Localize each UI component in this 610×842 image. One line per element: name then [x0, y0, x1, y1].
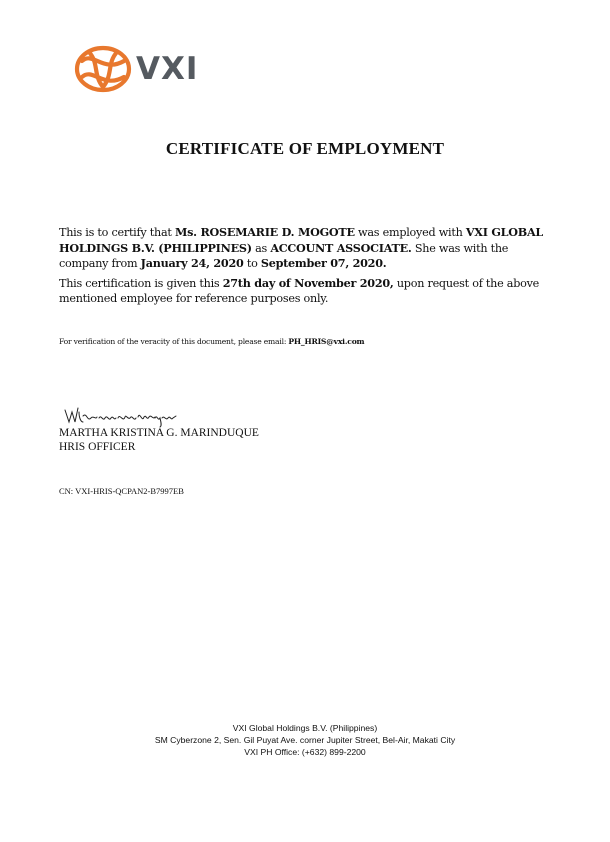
para-text: was employed with [354, 226, 466, 239]
para-text: to [243, 257, 261, 270]
logo-text: VXI [136, 51, 199, 87]
certification-paragraph [59, 225, 559, 272]
para-text: She was with the company from [59, 241, 509, 270]
company-logo [73, 43, 213, 95]
signature-image [63, 406, 178, 428]
employee-name: Ms. ROSEMARIE D. MOGOTE [174, 225, 355, 239]
para-text: This certification is given this [59, 277, 223, 290]
issuance-paragraph [59, 276, 559, 306]
signatory-block [59, 427, 259, 454]
job-position: ACCOUNT ASSOCIATE. [270, 240, 412, 255]
footer-phone: VXI PH Office: (+632) 899-2200 [244, 747, 366, 758]
company-name: VXI GLOBAL HOLDINGS B.V. (PHILIPPINES) [59, 225, 544, 255]
signatory-title: HRIS OFFICER [59, 440, 136, 453]
para-text: as [251, 241, 271, 255]
para-text: upon request of the above mentioned employee for reference purposes only. [59, 277, 540, 305]
signatory-name: MARTHA KRISTINA G. MARINDUQUE [59, 427, 259, 439]
footer [0, 722, 610, 759]
verification-email[interactable]: PH_HRIS@vxi.com [288, 337, 365, 346]
start-date: January 24, 2020 [140, 256, 244, 270]
footer-address: SM Cyberzone 2, Sen. Gil Puyat Ave. corner Jupiter Street, Bel-Air, Makati City [154, 735, 456, 746]
verification-note [59, 337, 364, 346]
footer-company: VXI Global Holdings B.V. (Philippines) [232, 723, 378, 733]
control-number: CN: VXI-HRIS-QCPAN2-B7997EB [59, 486, 184, 496]
para-text: This is to certify that [59, 226, 175, 239]
vxi-knot-logo-icon [73, 43, 133, 95]
end-date: September 07, 2020. [260, 256, 387, 270]
issue-date: 27th day of November 2020, [222, 276, 394, 290]
verification-text: For verification of the veracity of this document, please email: [59, 337, 289, 346]
page-title: CERTIFICATE OF EMPLOYMENT [165, 139, 445, 158]
